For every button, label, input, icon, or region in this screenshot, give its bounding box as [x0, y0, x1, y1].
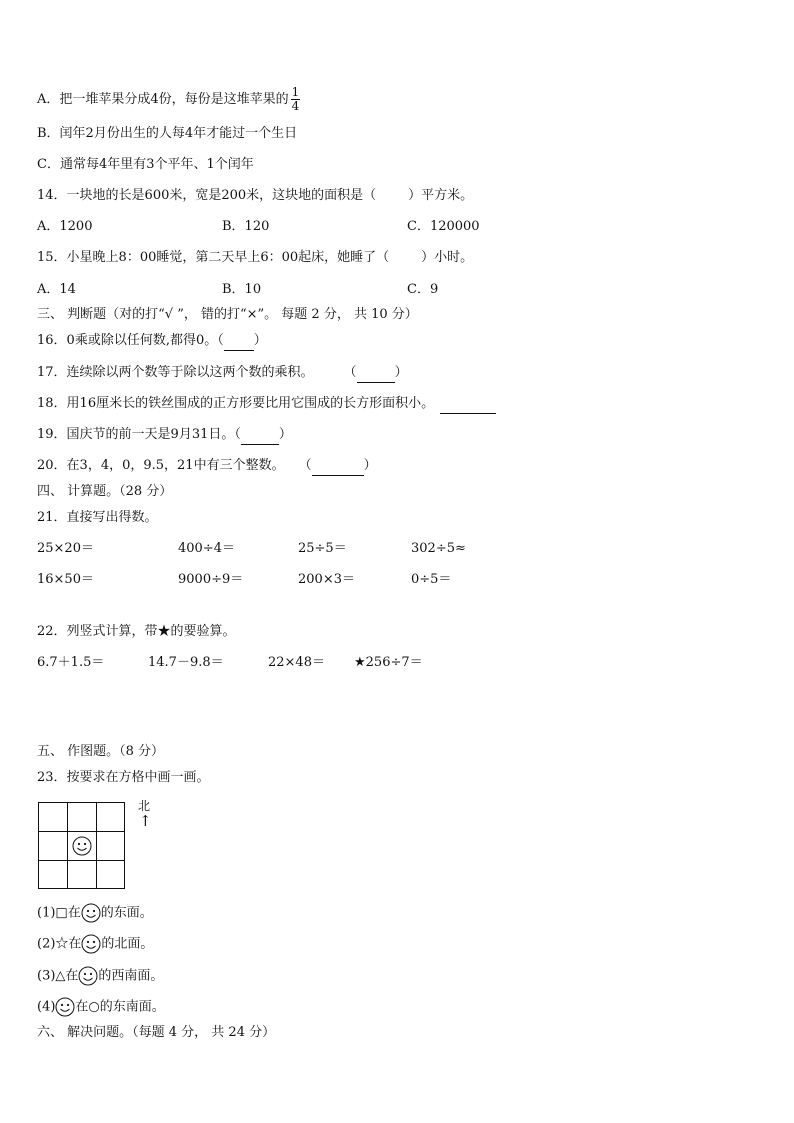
q16-answer-blank[interactable] [224, 332, 254, 351]
q21-item: 302÷5≈ [411, 541, 466, 556]
q20-text: 20．在3，4，0，9.5，21中有三个整数。 [37, 458, 285, 473]
q21-item: 25×20＝ [37, 541, 94, 556]
fraction [291, 86, 301, 113]
q23-sub-1 [37, 903, 153, 923]
q21-item: 25÷5＝ [298, 541, 347, 556]
q14-stem-post: ）平方米。 [408, 188, 474, 203]
q20-paren-close: ） [363, 458, 377, 473]
q23-sub-3 [37, 966, 163, 986]
q13-option-c: C．通常每4年里有3个平年、1个闰年 [37, 157, 254, 172]
smiley-face-icon [72, 836, 92, 856]
q17-text: 17．连续除以两个数等于除以这两个数的乘积。 [37, 365, 314, 380]
q20-paren-open: （ [298, 458, 312, 473]
q23-sub-4-post: 在○的东南面。 [75, 999, 165, 1015]
q22-item: 6.7＋1.5＝ [37, 655, 105, 670]
q22-title: 22．列竖式计算，带★的要验算。 [37, 624, 236, 639]
q17-answer-blank[interactable] [357, 364, 395, 383]
q21-item: 400÷4＝ [178, 541, 235, 556]
q21-item: 200×3＝ [298, 572, 355, 587]
q16 [37, 332, 267, 351]
q19 [37, 426, 292, 445]
q19-text: 19．国庆节的前一天是9月31日。 [37, 427, 235, 442]
grid-line [39, 831, 124, 832]
q17-paren-open: （ [343, 365, 357, 380]
q23-sub-2-post: 的北面。 [101, 936, 154, 952]
q21-item: 16×50＝ [37, 572, 94, 587]
grid-line [96, 803, 97, 888]
q19-paren-open: （ [234, 427, 241, 442]
q16-paren-close: ） [253, 333, 267, 348]
q15-stem-post: ）小时。 [421, 250, 474, 265]
drawing-grid[interactable] [38, 802, 125, 889]
grid-line [67, 803, 68, 888]
q23-sub-4-pre: (4) [37, 999, 56, 1015]
smiley-face-icon [81, 934, 101, 954]
smiley-face-icon [55, 997, 75, 1017]
q23-sub-2-pre: (2)☆在 [37, 936, 82, 952]
q23-sub-2 [37, 934, 153, 954]
q21-item: 0÷5＝ [411, 572, 452, 587]
fraction-denominator: 4 [291, 99, 300, 113]
q20 [37, 457, 377, 476]
q23-sub-3-pre: (3)△在 [37, 968, 79, 984]
q13-option-b: B．闰年2月份出生的人每4年才能过一个生日 [37, 126, 298, 141]
q13-option-a-text: A．把一堆苹果分成4份，每份是这堆苹果的 [37, 92, 289, 107]
north-label: 北 [138, 799, 151, 813]
section-4-heading: 四、 计算题。（28 分） [37, 484, 173, 499]
q15-stem [37, 249, 473, 267]
q23-sub-4 [37, 997, 165, 1017]
fraction-numerator: 1 [291, 85, 300, 99]
q13-option-a [37, 86, 300, 113]
q17-paren-close: ） [394, 365, 408, 380]
q18-text: 18．用16厘米长的铁丝围成的正方形要比用它围成的长方形面积小。 [37, 396, 435, 411]
q17 [37, 364, 408, 383]
smiley-face-icon [81, 903, 101, 923]
q14-stem [37, 187, 473, 205]
q19-paren-close: ） [278, 427, 292, 442]
section-6-heading: 六、 解决问题。（每题 4 分， 共 24 分） [37, 1025, 276, 1040]
q22-item: 14.7－9.8＝ [148, 655, 224, 670]
grid-line [39, 860, 124, 861]
q21-title: 21．直接写出得数。 [37, 510, 158, 525]
q14-stem-pre: 14．一块地的长是600米，宽是200米，这块地的面积是（ [37, 188, 377, 203]
q15-option-c: C．9 [407, 282, 439, 297]
q23-sub-1-pre: (1)□在 [37, 905, 81, 921]
section-5-heading: 五、 作图题。（8 分） [37, 744, 165, 759]
q14-option-b: B．120 [222, 219, 270, 234]
q18-answer-blank[interactable] [440, 395, 496, 414]
q20-answer-blank[interactable] [312, 457, 364, 476]
q19-answer-blank[interactable] [241, 426, 279, 445]
q23-sub-3-post: 的西南面。 [98, 968, 164, 984]
north-arrow-icon: ↑ [139, 812, 152, 830]
q23-sub-1-post: 的东面。 [100, 905, 153, 921]
q22-item: 22×48＝ [268, 655, 325, 670]
q15-option-b: B．10 [222, 282, 262, 297]
q18 [37, 395, 496, 414]
smiley-face-icon [78, 966, 98, 986]
q15-option-a: A．14 [37, 282, 76, 297]
q22-item: ★256÷7＝ [354, 655, 423, 670]
q21-item: 9000÷9＝ [178, 572, 244, 587]
q23-title: 23．按要求在方格中画一画。 [37, 770, 210, 785]
q16-text: 16．0乘或除以任何数,都得0。 [37, 333, 218, 348]
section-3-heading: 三、 判断题（对的打“√ ”， 错的打“×”。 每题 2 分， 共 10 分） [37, 307, 418, 322]
q14-option-a: A．1200 [37, 219, 93, 234]
q15-stem-pre: 15．小星晚上8：00睡觉，第二天早上6：00起床，她睡了（ [37, 250, 390, 265]
q14-option-c: C．120000 [407, 219, 480, 234]
q16-paren-open: （ [217, 333, 224, 348]
